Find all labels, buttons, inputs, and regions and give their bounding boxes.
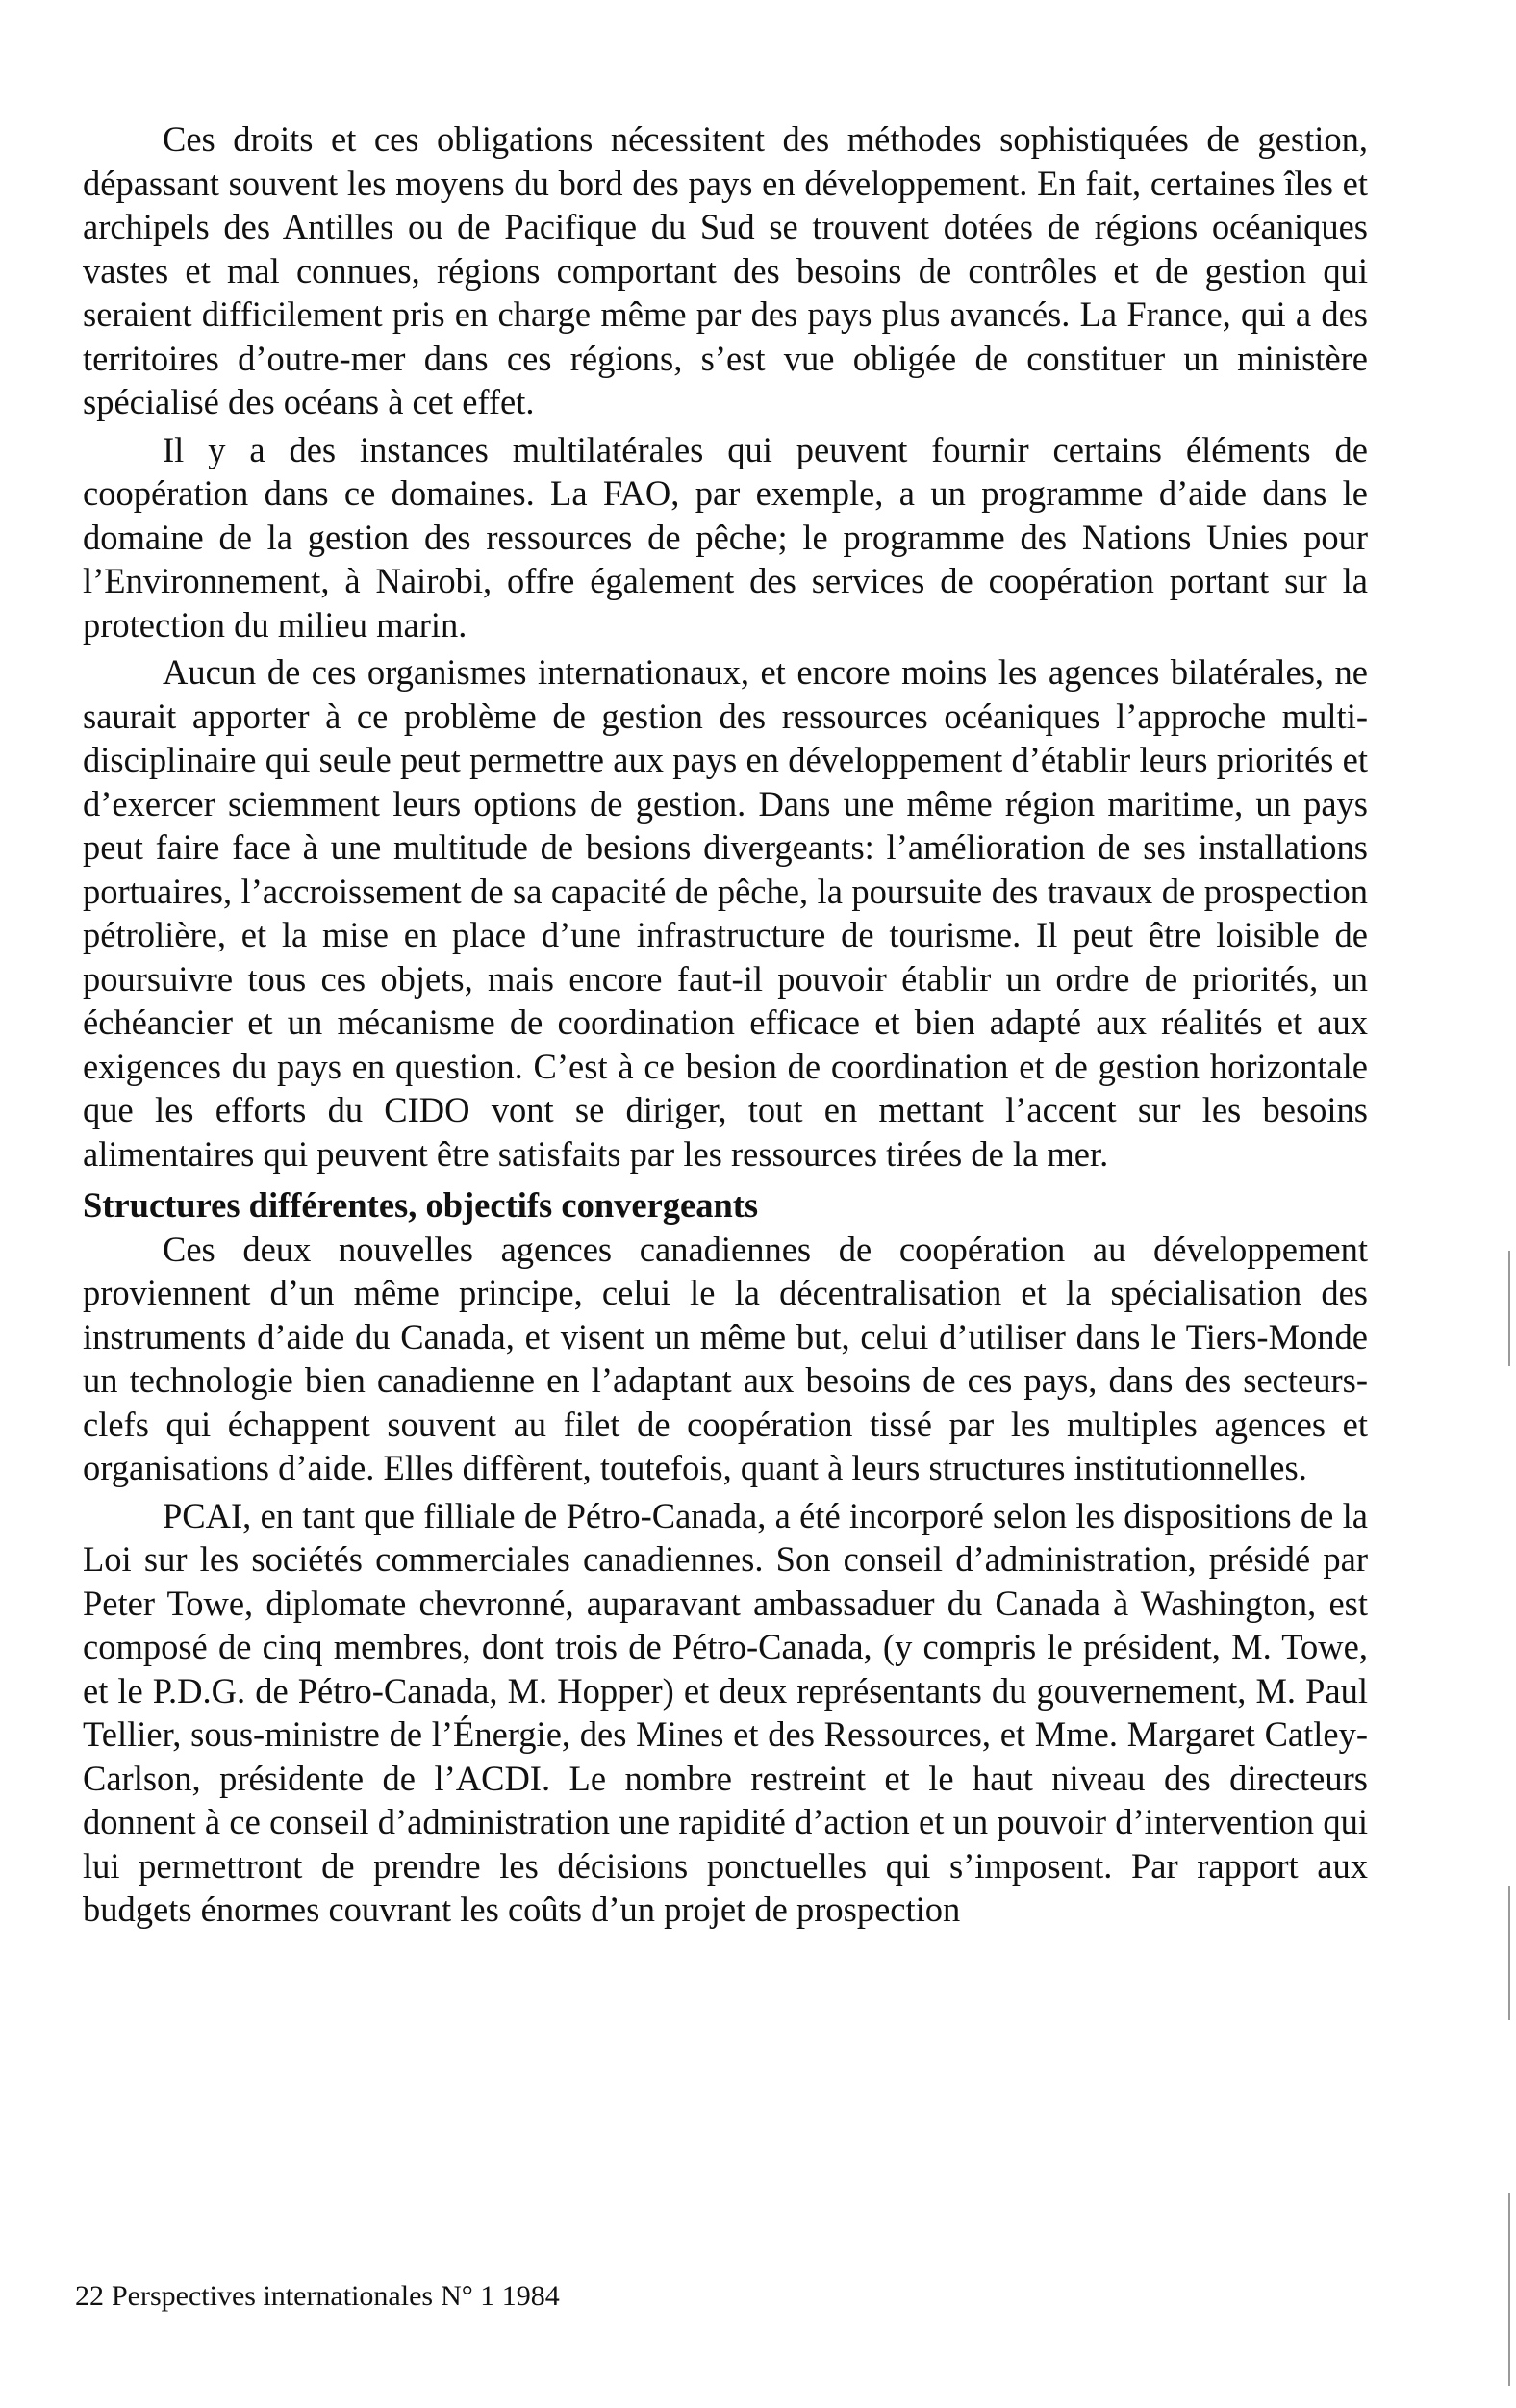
- scan-edge-mark: [1508, 1886, 1510, 2020]
- page-number: 22: [75, 2280, 104, 2312]
- section-heading: Structures différentes, objectifs convergeants: [83, 1185, 759, 1225]
- scan-edge-mark: [1508, 2193, 1510, 2386]
- body-paragraph: Aucun de ces organismes internationaux, et encore moins les agences bilatérales, ne saurait apporter à ce problème de gestion des ressources océaniques l’approche multi-disciplinaire qui seule peut permettre aux pays en développement d’établir leurs priorités et d’exercer sciemment leurs options de gestion. Dans une même région maritime, un pays peut faire face à une multitude de besions divergeants: l’amélioration de ses installations portuaires, l’accroissement de sa capacité de pêche, la poursuite des travaux de prospection pétrolière, et la mise en place d’une infrastructure de tourisme. Il peut être loisible de poursuivre tous ces objets, mais encore faut-il pouvoir établir un ordre de priorités, un échéancier et un mécanisme de coordination efficace et bien adapté aux réalités et aux exigences du pays en question. C’est à ce besion de coordination et de gestion horizontale que les efforts du CIDO vont se diriger, tout en mettant l’accent sur les besoins alimentaires qui peuvent être satisfaits par les ressources tirées de la mer.: [83, 652, 1368, 1174]
- body-paragraph: Ces droits et ces obligations nécessitent des méthodes sophistiquées de gestion, dépassant souvent les moyens du bord des pays en développement. En fait, certaines îles et archipels des Antilles ou de Pacifique du Sud se trouvent dotées de régions océaniques vastes et mal connues, régions comportant des besoins de contrôles et de gestion qui seraient difficilement pris en charge même par des pays plus avancés. La France, qui a des territoires d’outre-mer dans ces régions, s’est vue obligée de constituer un ministère spécialisé des océans à cet effet.: [83, 119, 1368, 421]
- body-paragraph: Il y a des instances multilatérales qui peuvent fournir certains éléments de coopération dans ce domaines. La FAO, par exemple, a un programme d’aide dans le domaine de la gestion des ressources de pêche; le programme des Nations Unies pour l’Environnement, à Nairobi, offre également des services de coopération portant sur la protection du milieu marin.: [83, 429, 1368, 645]
- scan-edge-mark: [1508, 1251, 1510, 1366]
- issue-number: N° 1 1984: [441, 2280, 560, 2312]
- body-paragraph: PCAI, en tant que filliale de Pétro-Canada, a été incorporé selon les dispositions de la Loi sur les sociétés commerciales canadiennes. Son conseil d’administration, présidé par Peter Towe, diplomate chevronné, auparavant ambassaduer du Canada à Washington, est composé de cinq membres, dont trois de Pétro-Canada, (y compris le président, M. Towe, et le P.D.G. de Pétro-Canada, M. Hopper) et deux représentants du gouvernement, M. Paul Tellier, sous-ministre de l’Énergie, des Mines et des Ressources, et Mme. Margaret Catley-Carlson, présidente de l’ACDI. Le nombre restreint et le haut niveau des directeurs donnent à ce conseil d’administration une rapidité d’action et un pouvoir d’intervention qui lui permettront de prendre les décisions ponctuelles qui s’imposent. Par rapport aux budgets énormes couvrant les coûts d’un projet de prospection: [83, 1495, 1368, 1929]
- body-paragraph: Ces deux nouvelles agences canadiennes de coopération au développement proviennent d’un même principe, celui le la décentralisation et la spécialisation des instruments d’aide du Canada, et visent un même but, celui d’utiliser dans le Tiers-Monde un technologie bien canadienne en l’adaptant aux besoins de ces pays, dans des secteurs-clefs qui échappent souvent au filet de coopération tissé par les multiples agences et organisations d’aide. Elles diffèrent, toutefois, quant à leurs structures institutionnelles.: [83, 1229, 1368, 1487]
- page-footer: [75, 2279, 560, 2314]
- publication-name: Perspectives internationales: [112, 2280, 434, 2312]
- article-body: [83, 117, 1368, 1932]
